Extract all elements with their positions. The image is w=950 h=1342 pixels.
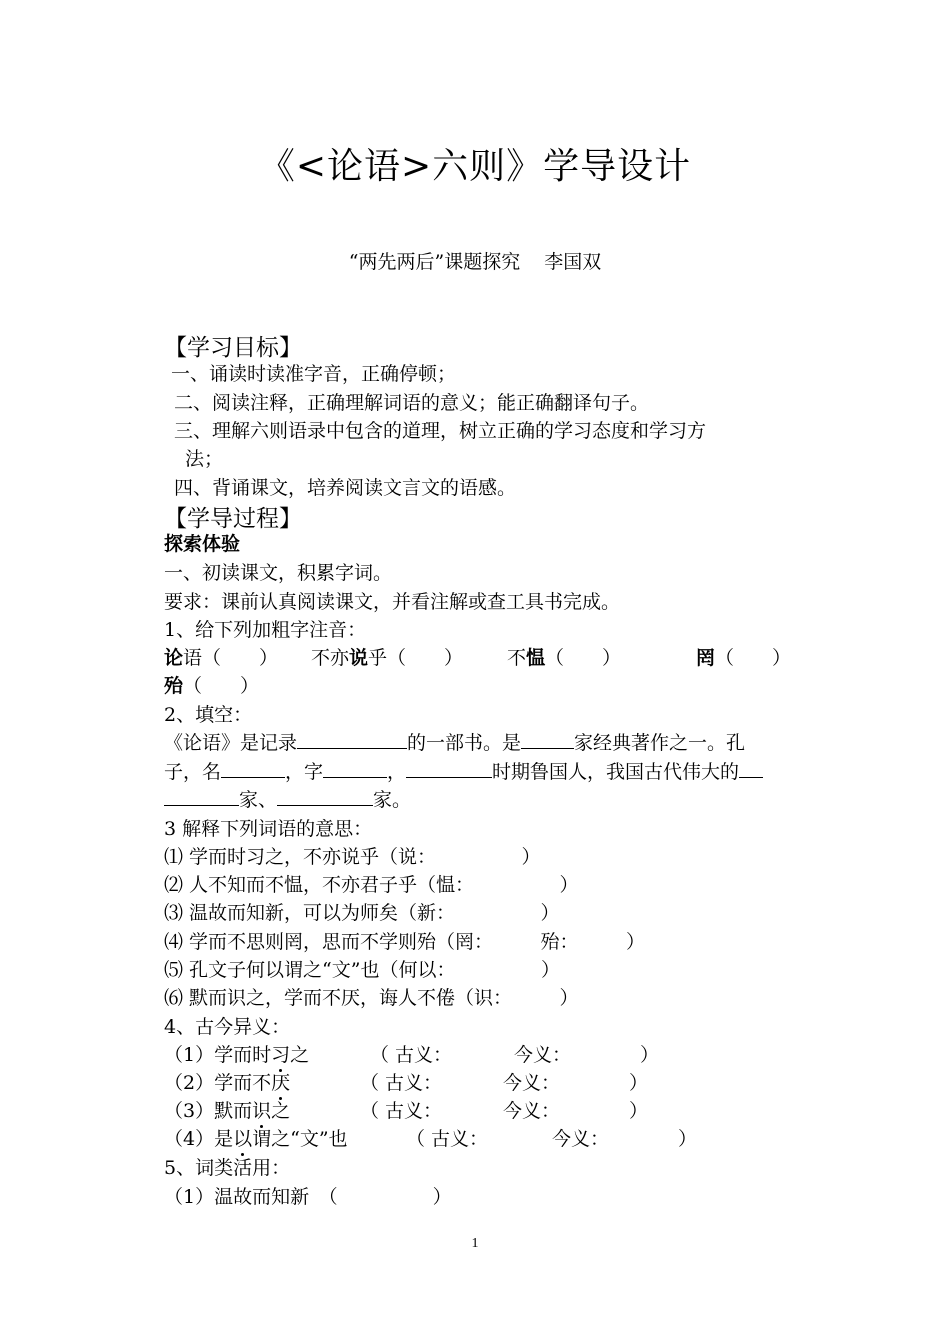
question-1-label: 1、给下列加粗字注音： bbox=[164, 619, 367, 641]
close-paren: ） bbox=[678, 1128, 698, 1150]
bold-char: 殆 bbox=[164, 675, 184, 697]
bold-char: 罔 bbox=[696, 647, 716, 669]
document-subtitle bbox=[0, 247, 950, 274]
dotted-char: 习 bbox=[271, 1044, 291, 1066]
question-5-label: 5、词类活用： bbox=[164, 1157, 291, 1179]
modern-meaning: 今义： bbox=[552, 1128, 610, 1150]
explain-item: ⑶ 温故而知新，可以为师矣（新： ） bbox=[164, 902, 560, 924]
ancient-meaning: （ 古义： bbox=[370, 1044, 453, 1066]
fill-blank bbox=[221, 759, 285, 778]
ancient-meaning: （ 古义： bbox=[360, 1072, 443, 1094]
explain-item: ⑵ 人不知而不愠，不亦君子乎（愠： ） bbox=[164, 874, 579, 896]
question-3-label: 3 解释下列词语的意思： bbox=[164, 818, 373, 840]
fill-blank bbox=[277, 787, 373, 806]
ancient-meaning: （ 古义： bbox=[360, 1100, 443, 1122]
question-2-label: 2、填空： bbox=[164, 704, 253, 726]
document-title: 《<论语>六则》学导设计 bbox=[258, 146, 692, 187]
pinyin-item: 罔（ ） bbox=[696, 647, 792, 669]
explain-item: ⑹ 默而识之，学而不厌，诲人不倦（识： ） bbox=[164, 987, 579, 1009]
dotted-char: 以 bbox=[233, 1128, 253, 1150]
goal-item: 二、阅读注释，正确理解词语的意义；能正确翻译句子。 bbox=[174, 392, 650, 414]
ancient-modern-item: （1）学而时习之 bbox=[164, 1044, 310, 1066]
explain-item: ⑸ 孔文子何以谓之“文”也（何以： ） bbox=[164, 959, 560, 981]
question-4-label: 4、古今异义： bbox=[164, 1016, 291, 1038]
fill-line: 子，名 ，字 ， 时期鲁国人，我国古代伟大的 bbox=[164, 759, 763, 785]
goal-item: 一、诵读时读准字音，正确停顿； bbox=[171, 363, 457, 385]
fill-blank bbox=[521, 730, 574, 749]
fill-blank bbox=[164, 787, 239, 806]
fill-line: 家、 家。 bbox=[164, 787, 411, 813]
ancient-modern-item: （2）学而不厌 bbox=[164, 1072, 291, 1094]
project-name: “两先两后”课题探究 bbox=[348, 251, 521, 273]
bold-char: 论 bbox=[164, 647, 184, 669]
bold-char: 说 bbox=[349, 647, 369, 669]
pinyin-item: 不亦说乎（ ） bbox=[311, 647, 464, 669]
modern-meaning: 今义： bbox=[514, 1044, 572, 1066]
section-heading-process: 【学导过程】 bbox=[164, 506, 302, 532]
author-name: 李国双 bbox=[544, 251, 602, 273]
dotted-char: 识 bbox=[252, 1100, 272, 1122]
subheading-explore: 探索体验 bbox=[164, 533, 241, 555]
goal-item: 三、理解六则语录中包含的道理，树立正确的学习态度和学习方 bbox=[174, 420, 707, 442]
word-usage-item: （1）温故而知新 （ ） bbox=[164, 1186, 452, 1208]
section-heading-goals: 【学习目标】 bbox=[164, 335, 302, 361]
ancient-meaning: （ 古义： bbox=[406, 1128, 489, 1150]
bold-char: 愠 bbox=[526, 647, 546, 669]
requirement-text: 要求：课前认真阅读课文，并看注解或查工具书完成。 bbox=[164, 591, 621, 613]
pinyin-item: 殆（ ） bbox=[164, 675, 260, 697]
fill-blank bbox=[323, 759, 387, 778]
close-paren: ） bbox=[629, 1100, 649, 1122]
page-number: 1 bbox=[471, 1236, 479, 1251]
step-one: 一、初读课文，积累字词。 bbox=[164, 562, 393, 584]
goal-item: 法； bbox=[185, 448, 224, 470]
pinyin-item: 不愠（ ） bbox=[507, 647, 622, 669]
close-paren: ） bbox=[640, 1044, 660, 1066]
fill-blank bbox=[297, 730, 407, 749]
dotted-char: 厌 bbox=[271, 1072, 291, 1094]
ancient-modern-item: （4）是以谓之“文”也 bbox=[164, 1128, 348, 1150]
ancient-modern-item: （3）默而识之 bbox=[164, 1100, 291, 1122]
explain-item: ⑴ 学而时习之，不亦说乎（说： ） bbox=[164, 846, 541, 868]
pinyin-item: 论语（ ） bbox=[164, 647, 279, 669]
goal-item: 四、背诵课文，培养阅读文言文的语感。 bbox=[174, 477, 517, 499]
modern-meaning: 今义： bbox=[503, 1100, 561, 1122]
explain-item: ⑷ 学而不思则罔，思而不学则殆（罔： 殆： ） bbox=[164, 931, 646, 953]
fill-blank bbox=[406, 759, 492, 778]
fill-blank bbox=[739, 759, 763, 778]
close-paren: ） bbox=[629, 1072, 649, 1094]
fill-line: 《论语》是记录 的一部书。是 家经典著作之一。孔 bbox=[164, 732, 746, 754]
modern-meaning: 今义： bbox=[503, 1072, 561, 1094]
